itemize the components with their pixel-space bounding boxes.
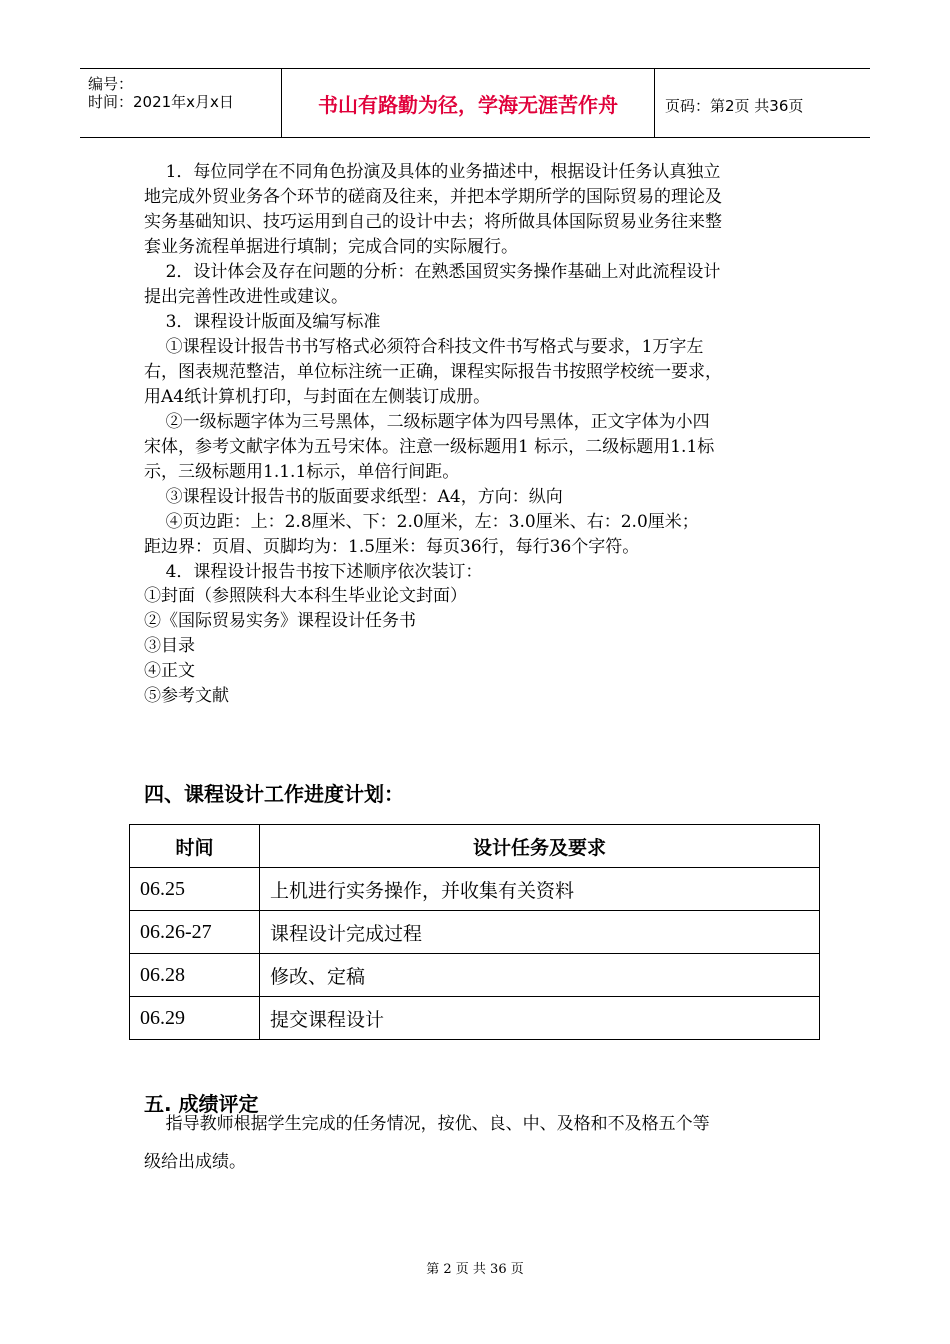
paragraph-line: 距边界：页眉、页脚均为：1.5厘米：每页36行，每行36个字符。 [144,537,640,557]
section-5-heading: 五. 成绩评定 [144,1092,259,1116]
cell-task: 课程设计完成过程 [260,911,820,954]
list-item: ③目录 [144,636,195,656]
table-row [130,868,820,911]
paragraph-line: ④页边距：上：2.8厘米、下：2.0厘米，左：3.0厘米、右：2.0厘米； [144,512,699,532]
header-page-info: 页码：第2页 共36页 [665,97,804,115]
section-4-heading: 四、课程设计工作进度计划： [144,782,404,806]
paragraph-line: ③课程设计报告书的版面要求纸型：A4，方向：纵向 [144,487,563,507]
header-meta-cell [80,69,280,137]
page-header [80,68,870,138]
paragraph-line: ①课程设计报告书书写格式必须符合科技文件书写格式与要求，1万字左 [144,337,704,357]
column-header-task: 设计任务及要求 [260,825,820,868]
paragraph-line: 实务基础知识、技巧运用到自己的设计中去；将所做具体国际贸易业务往来整 [144,212,722,232]
table-row [130,997,820,1040]
list-item: ⑤参考文献 [144,686,229,706]
header-motto: 书山有路勤为径，学海无涯苦作舟 [281,69,655,137]
paragraph-line: 2．设计体会及存在问题的分析：在熟悉国贸实务操作基础上对此流程设计 [144,262,721,282]
document-number-label: 编号： [88,75,134,93]
page-footer: 第 2 页 共 36 页 [426,1262,524,1277]
table-row [130,954,820,997]
grading-text-line: 级给出成绩。 [144,1152,246,1172]
table-header-row [130,825,820,868]
paragraph-line: 套业务流程单据进行填制；完成合同的实际履行。 [144,237,518,257]
list-item: ④正文 [144,661,195,681]
table-row [130,911,820,954]
cell-task: 修改、定稿 [260,954,820,997]
schedule-table [129,824,820,1040]
paragraph-line: 示，三级标题用1.1.1标示，单倍行间距。 [144,462,460,482]
paragraph-line: 地完成外贸业务各个环节的磋商及往来，并把本学期所学的国际贸易的理论及 [144,187,722,207]
list-item: ②《国际贸易实务》课程设计任务书 [144,611,416,631]
paragraph-line: 1．每位同学在不同角色扮演及具体的业务描述中，根据设计任务认真独立 [144,162,721,182]
cell-task: 提交课程设计 [260,997,820,1040]
paragraph-line: 右，图表规范整洁，单位标注统一正确，课程实际报告书按照学校统一要求， [144,362,722,382]
cell-time: 06.25 [130,868,260,911]
cell-time: 06.26-27 [130,911,260,954]
document-date-label: 时间：2021年x月x日 [88,93,234,111]
list-item: ①封面（参照陕科大本科生毕业论文封面） [144,586,467,606]
cell-time: 06.28 [130,954,260,997]
cell-time: 06.29 [130,997,260,1040]
paragraph-line: 3．课程设计版面及编写标准 [144,312,381,332]
paragraph-line: 用A4纸计算机打印，与封面在左侧装订成册。 [144,387,491,407]
paragraph-line: ②一级标题字体为三号黑体，二级标题字体为四号黑体，正文字体为小四 [144,412,710,432]
cell-task: 上机进行实务操作，并收集有关资料 [260,868,820,911]
column-header-time: 时间 [130,825,260,868]
grading-text-line: 指导教师根据学生完成的任务情况，按优、良、中、及格和不及格五个等 [144,1114,710,1134]
paragraph-line: 宋体，参考文献字体为五号宋体。注意一级标题用1 标示，二级标题用1.1标 [144,437,715,457]
paragraph-line: 提出完善性改进性或建议。 [144,287,348,307]
paragraph-line: 4．课程设计报告书按下述顺序依次装订： [144,562,483,582]
